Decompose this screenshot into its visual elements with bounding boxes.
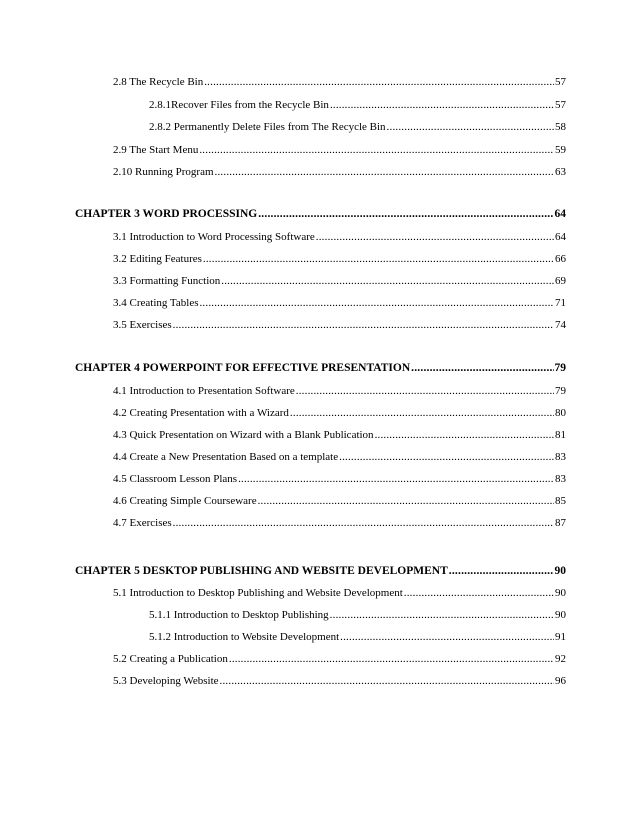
toc-entry-title: 4.5 Classroom Lesson Plans [113, 473, 238, 485]
dot-leader [199, 143, 554, 157]
toc-entry-2-9 [113, 143, 566, 157]
toc-entry-title: 2.8 The Recycle Bin [113, 76, 204, 88]
dot-leader [258, 207, 553, 221]
toc-entry-title: 4.1 Introduction to Presentation Software [113, 385, 295, 397]
toc-entry-title: 2.8.2 Permanently Delete Files from The Recycle Bin [149, 121, 386, 133]
toc-entry-title: 4.6 Creating Simple Courseware [113, 495, 257, 507]
toc-entry-3-2 [113, 252, 566, 266]
toc-entry-page: 83 [555, 451, 566, 463]
toc-entry-page: 90 [555, 609, 566, 621]
toc-entry-2-10 [113, 165, 566, 179]
dot-leader [296, 384, 554, 398]
toc-entry-page: 83 [555, 473, 566, 485]
dot-leader [411, 361, 553, 375]
toc-entry-page: 79 [555, 385, 566, 397]
toc-entry-title: 4.4 Create a New Presentation Based on a template [113, 451, 339, 463]
toc-entry-title: 4.7 Exercises [113, 517, 172, 529]
toc-entry-title: 4.3 Quick Presentation on Wizard with a Blank Publication [113, 429, 374, 441]
toc-entry-page: 66 [555, 253, 566, 265]
dot-leader [330, 98, 554, 112]
toc-entry-page: 90 [555, 587, 566, 599]
toc-entry-2-8 [113, 75, 566, 89]
toc-entry-3-4 [113, 296, 566, 310]
dot-leader [449, 564, 554, 578]
toc-entry-title: 4.2 Creating Presentation with a Wizard [113, 407, 289, 419]
toc-entry-title: 5.1.2 Introduction to Website Development [149, 631, 340, 643]
toc-chapter-3 [75, 207, 566, 221]
toc-chapter-4 [75, 361, 566, 375]
toc-entry-title: 5.1 Introduction to Desktop Publishing and Website Development [113, 587, 403, 599]
toc-entry-page: 87 [555, 517, 566, 529]
dot-leader [203, 252, 554, 266]
toc-entry-page: 59 [555, 144, 566, 156]
toc-entry-4-7 [113, 516, 566, 530]
toc-entry-title: 3.3 Formatting Function [113, 275, 221, 287]
toc-chapter-title: CHAPTER 5 DESKTOP PUBLISHING AND WEBSITE DEVELOPMENT [75, 565, 448, 577]
dot-leader [258, 494, 554, 508]
toc-entry-5-1-2 [149, 630, 566, 644]
toc-entry-4-5 [113, 472, 566, 486]
toc-entry-page: 92 [555, 653, 566, 665]
toc-entry-title: 3.5 Exercises [113, 319, 172, 331]
toc-entry-page: 57 [555, 99, 566, 111]
toc-entry-title: 5.3 Developing Website [113, 675, 219, 687]
dot-leader [199, 296, 554, 310]
toc-entry-page: 69 [555, 275, 566, 287]
toc-entry-title: 2.10 Running Program [113, 166, 214, 178]
toc-entry-title: 2.9 The Start Menu [113, 144, 199, 156]
toc-entry-page: 57 [555, 76, 566, 88]
toc-entry-page: 71 [555, 297, 566, 309]
toc-entry-4-2 [113, 406, 566, 420]
toc-chapter-title: CHAPTER 4 POWERPOINT FOR EFFECTIVE PRESENTATION [75, 362, 411, 374]
toc-entry-2-8-2 [149, 120, 566, 134]
dot-leader [290, 406, 554, 420]
dot-leader [215, 165, 554, 179]
dot-leader [387, 120, 554, 134]
toc-entry-page: 63 [555, 166, 566, 178]
toc-entry-title: 3.2 Editing Features [113, 253, 202, 265]
toc-entry-title: 5.1.1 Introduction to Desktop Publishing [149, 609, 329, 621]
dot-leader [173, 318, 554, 332]
toc-entry-4-3 [113, 428, 566, 442]
toc-entry-page: 81 [555, 429, 566, 441]
toc-entry-2-8-1 [149, 98, 566, 112]
toc-chapter-page: 90 [554, 565, 566, 577]
toc-entry-page: 85 [555, 495, 566, 507]
toc-entry-5-2 [113, 652, 566, 666]
dot-leader [340, 630, 554, 644]
toc-entry-4-1 [113, 384, 566, 398]
dot-leader [229, 652, 554, 666]
dot-leader [339, 450, 554, 464]
toc-entry-page: 58 [555, 121, 566, 133]
toc-entry-page: 96 [555, 675, 566, 687]
toc-entry-3-1 [113, 230, 566, 244]
toc-entry-3-5 [113, 318, 566, 332]
toc-chapter-page: 64 [554, 208, 566, 220]
toc-entry-page: 74 [555, 319, 566, 331]
toc-chapter-5 [75, 564, 566, 578]
toc-entry-page: 91 [555, 631, 566, 643]
toc-entry-5-1-1 [149, 608, 566, 622]
toc-entry-4-4 [113, 450, 566, 464]
dot-leader [173, 516, 554, 530]
toc-entry-title: 2.8.1Recover Files from the Recycle Bin [149, 99, 329, 111]
toc-entry-5-3 [113, 674, 566, 688]
dot-leader [330, 608, 554, 622]
dot-leader [404, 586, 554, 600]
toc-entry-title: 5.2 Creating a Publication [113, 653, 228, 665]
dot-leader [220, 674, 554, 688]
dot-leader [238, 472, 554, 486]
toc-entry-title: 3.4 Creating Tables [113, 297, 199, 309]
toc-entry-3-3 [113, 274, 566, 288]
dot-leader [221, 274, 554, 288]
toc-entry-page: 64 [555, 231, 566, 243]
dot-leader [316, 230, 554, 244]
toc-entry-5-1 [113, 586, 566, 600]
toc-entry-page: 80 [555, 407, 566, 419]
toc-entry-title: 3.1 Introduction to Word Processing Software [113, 231, 315, 243]
toc-entry-4-6 [113, 494, 566, 508]
toc-chapter-title: CHAPTER 3 WORD PROCESSING [75, 208, 258, 220]
dot-leader [204, 75, 554, 89]
dot-leader [375, 428, 554, 442]
toc-chapter-page: 79 [554, 362, 566, 374]
